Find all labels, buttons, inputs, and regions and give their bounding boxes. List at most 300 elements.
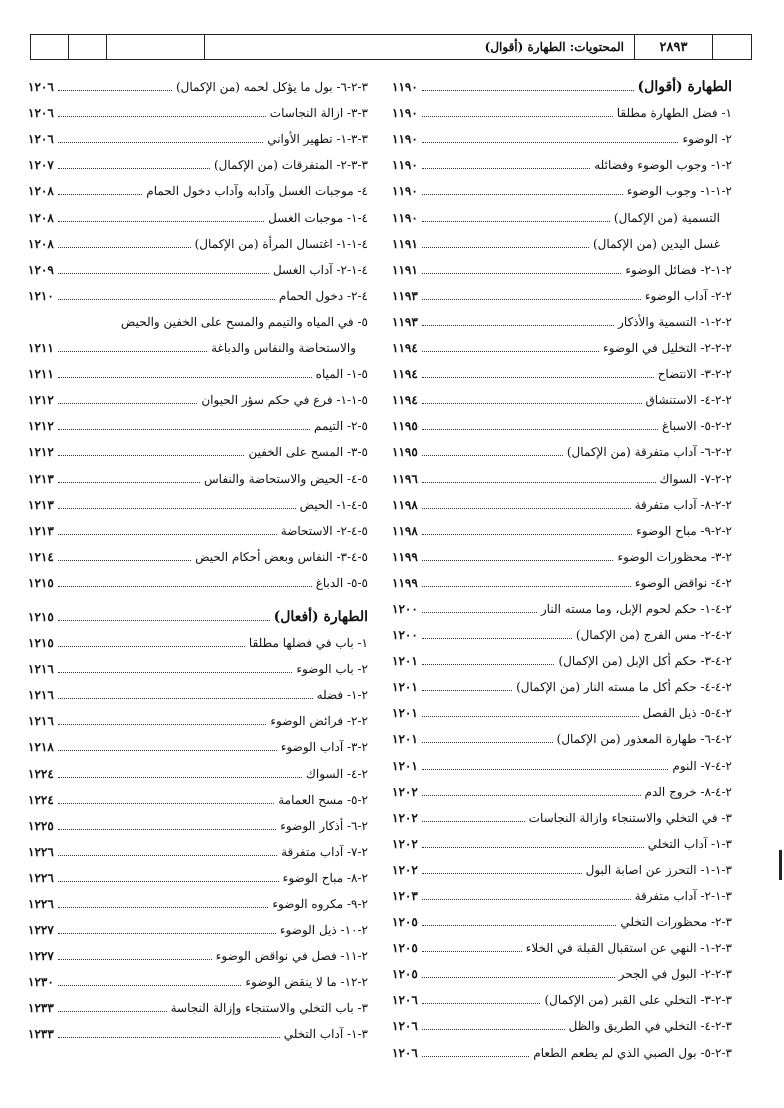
toc-entry-page: ١٢١١ [28, 341, 54, 356]
toc-leader-dots [422, 299, 641, 300]
toc-entry[interactable] [392, 355, 732, 381]
toc-entry-page: ١٢٢٥ [28, 818, 54, 833]
toc-entry[interactable] [28, 172, 368, 198]
toc-entry-page: ١٢٢٦ [28, 897, 54, 911]
toc-leader-dots [58, 777, 302, 778]
toc-entry-page: ١٢١٥ [28, 575, 54, 590]
toc-entry-page: ١١٩٤ [392, 393, 418, 408]
toc-entry-page: ١٢٠٠ [392, 628, 418, 643]
toc-leader-dots [422, 247, 589, 248]
page-header [30, 34, 752, 60]
toc-entry-page: ١١٩٠ [392, 80, 418, 95]
toc-entry[interactable] [392, 877, 732, 903]
toc-entry[interactable] [28, 120, 368, 146]
toc-entry[interactable] [392, 407, 732, 433]
toc-entry-title: ٤-١- موجبات الغسل [268, 210, 368, 225]
page-edge-mark [779, 850, 782, 880]
toc-leader-dots [58, 168, 210, 169]
toc-entry[interactable] [392, 277, 732, 303]
toc-entry-page: ١٢٠٦ [28, 106, 54, 121]
toc-entry-title: ٣-٢-٤- التخلي في الطريق والظل [568, 1019, 732, 1034]
toc-entry-title: ٢-٤-٢- مس الفرج (من الإكمال) [575, 628, 732, 643]
toc-entry-title: ٢-٢-٨- آداب متفرقة [634, 497, 732, 512]
toc-leader-dots [422, 664, 555, 665]
toc-entry-title: ٣-٢-٦- بول ما يؤكل لحمه (من الإكمال) [175, 80, 368, 95]
toc-entry[interactable] [28, 702, 368, 728]
toc-entry-page: ١١٩٩ [392, 549, 418, 564]
toc-leader-dots [58, 620, 270, 621]
toc-leader-dots [422, 716, 639, 717]
toc-column-left [28, 68, 368, 1041]
toc-entry-title: ٤-٢- دخول الحمام [278, 288, 368, 303]
toc-entry[interactable] [28, 355, 368, 381]
toc-entry[interactable] [28, 963, 368, 989]
toc-leader-dots [422, 1003, 541, 1004]
toc-entry[interactable] [392, 1007, 732, 1033]
toc-entry-title: ٣-١- آداب التخلي [283, 1027, 368, 1042]
toc-entry-page: ١٢٢٧ [28, 949, 54, 964]
toc-entry[interactable] [392, 564, 732, 590]
toc-entry-title: التسمية (من الإكمال) [613, 210, 720, 225]
toc-entry[interactable] [28, 251, 368, 277]
toc-entry-title: ٥-٤- الحيض والاستحاضة والنفاس [204, 471, 368, 486]
toc-entry-title: ٥- في المياه والتيمم والمسح على الخفين والحيض [120, 314, 368, 329]
toc-entry-page: ١٢٠٨ [28, 210, 54, 225]
toc-entry-page: ١٢٠٢ [392, 836, 418, 851]
header-title: المحتويات: الطهارة (أقوال) [205, 35, 635, 59]
toc-entry-title: الطهارة (أقوال) [637, 79, 732, 96]
toc-leader-dots [58, 724, 267, 725]
toc-entry[interactable] [392, 120, 732, 146]
toc-entry-page: ١٢٠١ [392, 758, 418, 773]
toc-entry-title: ٢-١- فضله [316, 688, 368, 703]
toc-entry[interactable] [392, 642, 732, 668]
toc-entry-page: ١٢١٥ [28, 609, 54, 624]
header-blank-cell [31, 35, 69, 59]
toc-entry-page: ١١٩٠ [392, 184, 418, 199]
toc-entry-title: ٣-٢-٣- التخلي على القبر (من الإكمال) [544, 993, 732, 1008]
toc-entry-title: ٢-١-٢- فضائل الوضوء [625, 262, 732, 277]
toc-leader-dots [422, 899, 631, 900]
toc-entry-page: ١١٩١ [392, 236, 418, 251]
toc-leader-dots [422, 221, 610, 222]
toc-entry[interactable] [392, 825, 732, 851]
toc-leader-dots [422, 482, 656, 483]
toc-leader-dots [422, 586, 631, 587]
toc-leader-dots [422, 951, 522, 952]
toc-leader-dots [422, 534, 632, 535]
toc-entry-page: ١٢٣٣ [28, 1027, 54, 1042]
toc-entry[interactable] [28, 859, 368, 885]
toc-entry-title: ٥-٥- الدباغ [315, 575, 368, 590]
toc-leader-dots [58, 985, 242, 986]
toc-leader-dots [58, 247, 191, 248]
toc-entry-page: ١٢١٦ [28, 662, 54, 677]
toc-entry-title: ٢- باب الوضوء [296, 662, 368, 677]
toc-entry-page: ١٢٠٨ [28, 184, 54, 199]
toc-entry-title: ٣-٣- ازالة النجاسات [269, 106, 368, 121]
toc-entry-title: ٥-٤-١- الحيض [299, 497, 368, 512]
toc-column-right [392, 68, 732, 1060]
toc-entry[interactable] [392, 694, 732, 720]
toc-entry-title: ٢-٤- نواقض الوضوء [634, 575, 732, 590]
toc-leader-dots [422, 1029, 565, 1030]
toc-entry[interactable] [28, 807, 368, 833]
toc-entry[interactable] [28, 564, 368, 590]
toc-entry[interactable] [392, 512, 732, 538]
toc-entry-page: ١١٩٣ [392, 288, 418, 303]
toc-entry-title: ٢-٣- آداب الوضوء [280, 740, 368, 755]
toc-entry-title: ٤- موجبات الغسل وآدابه وآداب دخول الحمام [146, 184, 368, 199]
toc-entry[interactable] [392, 303, 732, 329]
toc-leader-dots [58, 351, 207, 352]
toc-leader-dots [422, 168, 590, 169]
toc-entry-title: ٥-٢- التيمم [314, 419, 368, 434]
toc-entry-page: ١١٩٠ [392, 132, 418, 147]
toc-leader-dots [58, 142, 263, 143]
toc-entry-title: ٣-١-١- التحرز عن اصابة البول [585, 862, 732, 877]
toc-entry-title: ٢-١- وجوب الوضوء وفضائله [594, 158, 732, 173]
toc-leader-dots [422, 429, 658, 430]
toc-entry-page: ١٢٠٢ [392, 810, 418, 825]
toc-entry-title: ٥-٤-٢- الاستحاضة [280, 523, 368, 538]
toc-entry-title: ٥-٣- المسح على الخفين [248, 445, 368, 460]
toc-entry-title: ٣-٣-٢- المتفرقات (من الإكمال) [213, 158, 368, 173]
toc-entry[interactable] [28, 676, 368, 702]
toc-entry-title: ٢-١٠- ذيل الوضوء [279, 923, 368, 938]
toc-entry[interactable] [28, 459, 368, 485]
toc-entry-page: ١١٩٩ [392, 575, 418, 590]
toc-entry-title: ٥-١-١- فرع في حكم سؤر الحيوان [201, 393, 368, 408]
toc-entry[interactable] [392, 146, 732, 172]
toc-entry[interactable] [392, 1033, 732, 1059]
toc-entry-title: ٢-٢- فرائض الوضوء [270, 714, 368, 729]
toc-leader-dots [58, 933, 276, 934]
toc-entry-page: ١١٩٠ [392, 106, 418, 121]
toc-leader-dots [58, 907, 269, 908]
toc-leader-dots [58, 403, 198, 404]
toc-entry-page: ١٢١٥ [28, 636, 54, 651]
toc-entry-title: ٢-٧- آداب متفرقة [281, 844, 368, 859]
toc-entry-page: ١٢١٢ [28, 393, 54, 408]
toc-entry[interactable] [28, 381, 368, 407]
toc-leader-dots [422, 194, 623, 195]
toc-leader-dots [58, 586, 312, 587]
toc-entry[interactable] [392, 929, 732, 955]
toc-entry-page: ١٢٠١ [392, 706, 418, 721]
toc-entry[interactable] [28, 833, 368, 859]
toc-leader-dots [58, 508, 296, 509]
toc-entry[interactable] [28, 198, 368, 224]
toc-entry-page: ١٢٠٥ [392, 967, 418, 982]
toc-entry[interactable] [28, 989, 368, 1015]
toc-entry-page: ١٢١٠ [28, 288, 54, 303]
toc-entry-page: ١٢١٢ [28, 445, 54, 460]
toc-leader-dots [422, 90, 634, 91]
toc-entry-title: ٣-٣-١- تطهير الأواني [267, 132, 368, 147]
toc-entry-page: ١٢١٤ [28, 549, 54, 564]
toc-entry-page: ١٢١٦ [28, 688, 54, 703]
toc-entry[interactable] [392, 433, 732, 459]
toc-entry-title: ٢-٢-١- التسمية والأذكار [618, 314, 732, 329]
toc-entry-title: ٢-٤-٤- حكم أكل ما مسته النار (من الإكمال) [516, 680, 732, 695]
toc-leader-dots [422, 977, 615, 978]
toc-entry[interactable] [392, 225, 732, 251]
toc-leader-dots [422, 116, 613, 117]
toc-entry[interactable] [392, 903, 732, 929]
toc-entry-page: ١٢١٣ [28, 471, 54, 486]
toc-entry[interactable] [28, 277, 368, 303]
toc-entry[interactable] [392, 94, 732, 120]
toc-leader-dots [422, 508, 631, 509]
toc-entry-page: ١٢٠٦ [28, 132, 54, 147]
toc-entry[interactable] [392, 329, 732, 355]
toc-entry-title: ٣-٢- محظورات التخلي [620, 915, 732, 930]
toc-entry[interactable] [392, 720, 732, 746]
toc-entry[interactable] [28, 781, 368, 807]
toc-leader-dots [58, 299, 275, 300]
toc-entry-title: ٣- في التخلي والاستنجاء وازالة النجاسات [528, 810, 732, 825]
toc-leader-dots [58, 1037, 280, 1038]
toc-section-heading[interactable] [28, 598, 368, 624]
toc-entry-title: ٢-٢-٣- الانتضاح [657, 367, 732, 382]
toc-entry-page: ١١٩٥ [392, 445, 418, 460]
toc-entry-page: ١٢٠١ [392, 654, 418, 669]
toc-entry[interactable] [392, 668, 732, 694]
toc-entry-title: ٢-٣- محظورات الوضوء [617, 549, 732, 564]
toc-entry-page: ١١٩١ [392, 262, 418, 277]
toc-entry[interactable] [392, 486, 732, 512]
toc-entry-page: ١٢٢٦ [28, 844, 54, 859]
toc-entry-title: ٢-٢- آداب الوضوء [644, 288, 732, 303]
toc-entry-page: ١٢٠١ [392, 732, 418, 747]
toc-entry-title: ٣-١- آداب التخلي [647, 836, 732, 851]
toc-entry[interactable] [28, 225, 368, 251]
toc-leader-dots [422, 560, 614, 561]
toc-entry[interactable] [28, 937, 368, 963]
toc-entry-page: ١٢٠٥ [392, 915, 418, 930]
toc-entry[interactable] [392, 459, 732, 485]
toc-leader-dots [422, 638, 572, 639]
toc-leader-dots [422, 742, 553, 743]
toc-leader-dots [58, 829, 277, 830]
toc-leader-dots [58, 855, 277, 856]
toc-leader-dots [422, 769, 669, 770]
toc-entry[interactable] [392, 981, 732, 1007]
toc-entry-title: والاستحاضة والنفاس والدباغة [211, 341, 356, 356]
toc-entry[interactable] [28, 624, 368, 650]
toc-entry[interactable] [28, 911, 368, 937]
header-blank-cell [69, 35, 107, 59]
toc-leader-dots [58, 959, 212, 960]
toc-leader-dots [58, 455, 245, 456]
toc-entry-title: ٥-١- المياه [315, 367, 368, 382]
toc-entry[interactable] [392, 851, 732, 877]
toc-entry[interactable] [28, 433, 368, 459]
toc-entry-title: ١- باب في فضلها مطلقا [248, 636, 368, 651]
toc-entry[interactable] [28, 650, 368, 676]
toc-entry[interactable] [392, 381, 732, 407]
toc-leader-dots [58, 534, 277, 535]
toc-entry-title: ٢-٢-٩- مباح الوضوء [636, 523, 732, 538]
toc-leader-dots [58, 881, 279, 882]
toc-entry-page: ١١٩٠ [392, 210, 418, 225]
toc-leader-dots [422, 1056, 530, 1057]
toc-leader-dots [58, 273, 269, 274]
toc-entry-page: ١١٩٤ [392, 367, 418, 382]
toc-entry[interactable] [28, 486, 368, 512]
toc-entry-title: ٢-٢-٤- الاستنشاق [645, 393, 732, 408]
toc-leader-dots [422, 925, 617, 926]
toc-entry-title: ٢-٤-٥- ذيل الفصل [642, 706, 732, 721]
toc-entry-page: ١١٩٤ [392, 341, 418, 356]
toc-entry-page: ١٢١٢ [28, 419, 54, 434]
toc-leader-dots [422, 351, 599, 352]
toc-leader-dots [422, 847, 644, 848]
toc-leader-dots [58, 221, 264, 222]
toc-leader-dots [58, 377, 312, 378]
toc-entry-title: ٢-٩- مكروه الوضوء [272, 897, 368, 911]
toc-entry-page: ١٢١٣ [28, 523, 54, 538]
toc-entry-title: ٢-٤-٨- خروج الدم [644, 784, 732, 799]
header-blank-cell [713, 35, 751, 59]
toc-entry[interactable] [392, 198, 732, 224]
toc-entry-title: ٢-٤-١- حكم لحوم الإبل، وما مسته النار [540, 601, 732, 616]
toc-entry-page: ١٢٢٧ [28, 923, 54, 938]
toc-entry-page: ١٢١٣ [28, 497, 54, 512]
toc-entry-page: ١٢٠٦ [392, 993, 418, 1008]
toc-entry[interactable] [392, 251, 732, 277]
toc-entry-page: ١٢٠٦ [392, 1045, 418, 1060]
section-gap [28, 590, 368, 598]
toc-entry-title: ٢-٨- مباح الوضوء [282, 870, 368, 885]
toc-entry-title: ٢-٥- مسح العمامة [278, 792, 368, 807]
toc-entry[interactable] [28, 94, 368, 120]
toc-entry-title: ٥-٤-٣- النفاس وبعض أحكام الحيض [195, 549, 368, 564]
toc-entry[interactable] [392, 746, 732, 772]
toc-entry-title: الطهارة (أفعال) [273, 608, 368, 625]
toc-entry-page: ١٢٢٦ [28, 870, 54, 885]
toc-entry[interactable] [392, 799, 732, 825]
toc-leader-dots [58, 698, 313, 699]
toc-leader-dots [422, 690, 512, 691]
toc-entry-page: ١٢١٦ [28, 714, 54, 729]
toc-entry-page: ١١٩٦ [392, 471, 418, 486]
toc-entry-page: ١٢٠٩ [28, 262, 54, 277]
toc-leader-dots [58, 1011, 167, 1012]
toc-leader-dots [58, 482, 200, 483]
toc-entry-page: ١٢٠٢ [392, 784, 418, 799]
toc-entry-page: ١٢٠٣ [392, 889, 418, 903]
header-page-number: ٢٨٩٣ [635, 35, 713, 59]
toc-entry-page: ١٢١٨ [28, 740, 54, 755]
toc-entry[interactable] [28, 146, 368, 172]
toc-entry-page: ١٢٠٦ [392, 1019, 418, 1034]
toc-entry-page: ١١٩٥ [392, 419, 418, 434]
toc-entry[interactable] [28, 538, 368, 564]
toc-entry[interactable] [28, 407, 368, 433]
toc-entry[interactable] [28, 728, 368, 754]
toc-entry-page: ١٢٢٤ [28, 792, 54, 807]
toc-entry[interactable] [392, 590, 732, 616]
toc-leader-dots [422, 377, 654, 378]
toc-leader-dots [58, 429, 310, 430]
toc-entry-title: ٢-٤-٧- النوم [672, 758, 732, 773]
toc-entry-title: ٤-١-٢- آداب الغسل [272, 262, 368, 277]
toc-leader-dots [422, 403, 642, 404]
toc-leader-dots [422, 612, 537, 613]
toc-leader-dots [422, 325, 614, 326]
toc-leader-dots [58, 672, 293, 673]
toc-entry-page: ١٢٣٠ [28, 975, 54, 990]
toc-leader-dots [422, 142, 679, 143]
toc-entry-title: ٢-٤-٦- طهارة المعذور (من الإكمال) [556, 732, 732, 747]
toc-entry[interactable] [392, 538, 732, 564]
toc-entry-page: ١٢٠٨ [28, 236, 54, 251]
toc-leader-dots [58, 803, 274, 804]
toc-entry-title: ٢-٦- أذكار الوضوء [280, 818, 368, 833]
toc-entry[interactable] [28, 303, 368, 329]
toc-leader-dots [422, 273, 622, 274]
header-blank-cell [107, 35, 205, 59]
toc-leader-dots [58, 194, 143, 195]
toc-leader-dots [422, 455, 563, 456]
toc-entry-title: ٢-٤- السواك [306, 766, 368, 781]
toc-entry-page: ١٢٠٠ [392, 601, 418, 616]
toc-leader-dots [422, 821, 525, 822]
toc-entry-page: ١١٩٨ [392, 523, 418, 538]
toc-entry-title: ٣-٢-١- النهي عن استقبال القبلة في الخلاء [525, 941, 732, 956]
toc-entry[interactable] [28, 512, 368, 538]
toc-entry-page: ١٢٣٣ [28, 1001, 54, 1016]
toc-entry-page: ١٢٢٤ [28, 766, 54, 781]
toc-entry[interactable] [28, 1015, 368, 1041]
toc-entry[interactable] [28, 68, 368, 94]
toc-entry-page: ١٢٠٥ [392, 941, 418, 956]
toc-entry-title: ٢-٤-٣- حكم أكل الإبل (من الإكمال) [558, 654, 732, 669]
toc-entry-page: ١٢٠٦ [28, 80, 54, 95]
toc-entry[interactable] [28, 754, 368, 780]
toc-entry[interactable] [28, 885, 368, 911]
toc-entry-title: ٤-١-١- اغتسال المرأة (من الإكمال) [194, 236, 368, 251]
toc-entry-title: ٣- باب التخلي والاستنجاء وإزالة النجاسة [170, 1001, 368, 1016]
toc-leader-dots [58, 90, 172, 91]
toc-entry-title: ١- فضل الطهارة مطلقا [616, 106, 732, 121]
toc-section-heading[interactable] [392, 68, 732, 94]
toc-entry-page: ١٢٠١ [392, 680, 418, 695]
toc-entry[interactable] [392, 955, 732, 981]
toc-entry-title: ٢-٢-٦- آداب متفرقة (من الإكمال) [566, 445, 732, 460]
toc-leader-dots [58, 750, 277, 751]
toc-entry-title: ٢- الوضوء [682, 132, 732, 147]
toc-entry[interactable] [392, 616, 732, 642]
toc-entry-page: ١٢١١ [28, 367, 54, 382]
toc-entry[interactable] [392, 773, 732, 799]
toc-entry-title: غسل اليدين (من الإكمال) [592, 236, 720, 251]
toc-leader-dots [422, 873, 582, 874]
toc-leader-dots [58, 116, 266, 117]
toc-entry-page: ١١٩٣ [392, 314, 418, 329]
toc-entry-title: ٢-٢-٥- الاسباغ [661, 419, 732, 434]
toc-entry-title: ٢-٢-٧- السواك [659, 471, 732, 486]
toc-entry-page: ١٢٠٧ [28, 158, 54, 173]
toc-entry[interactable] [392, 172, 732, 198]
toc-entry-page: ١١٩٠ [392, 158, 418, 173]
toc-entry[interactable] [28, 329, 368, 355]
toc-leader-dots [58, 646, 245, 647]
toc-leader-dots [58, 560, 191, 561]
toc-entry-title: ٣-٢-٥- بول الصبي الذي لم يطعم الطعام [533, 1045, 732, 1060]
